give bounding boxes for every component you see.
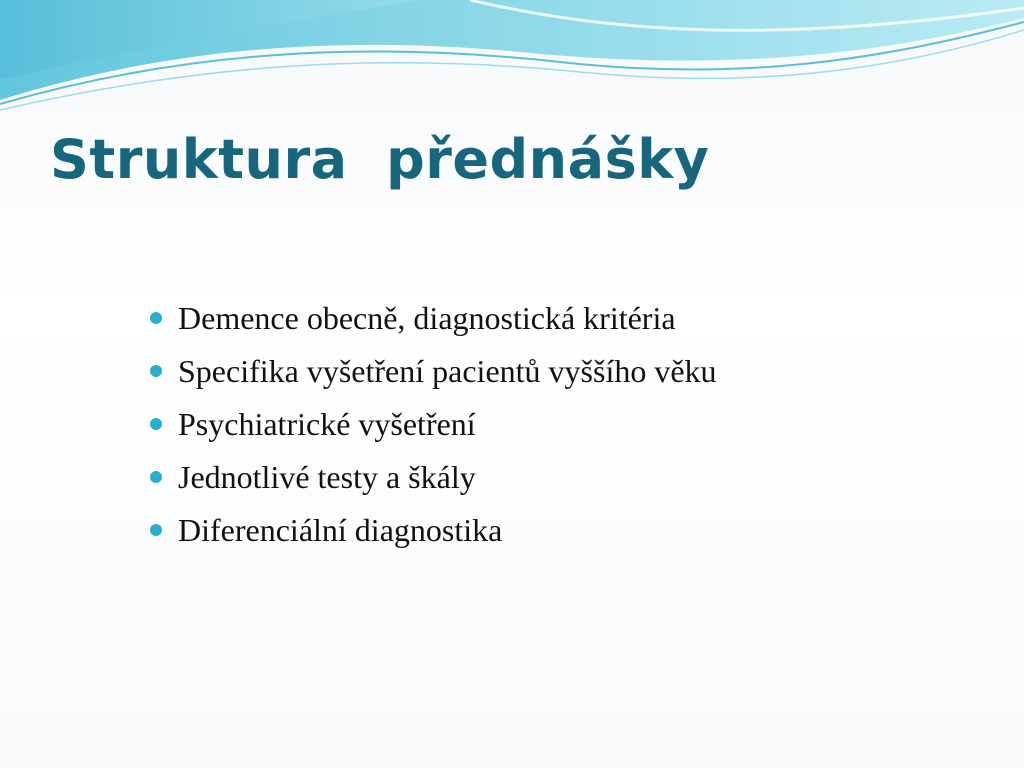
list-item: [150, 398, 717, 451]
bullet-text: Psychiatrické vyšetření: [178, 406, 476, 442]
bullet-list: [150, 292, 717, 557]
list-item: [150, 292, 717, 345]
header-wave-decoration: [0, 0, 1024, 120]
bullet-text: Jednotlivé testy a škály: [178, 459, 476, 495]
slide-title: Struktura přednášky: [50, 128, 710, 191]
bullet-icon: [150, 312, 162, 324]
bullet-icon: [150, 524, 162, 536]
bullet-text: Demence obecně, diagnostická kritéria: [178, 300, 676, 336]
bullet-text: Diferenciální diagnostika: [178, 512, 503, 548]
bullet-icon: [150, 471, 162, 483]
list-item: [150, 504, 717, 557]
bullet-icon: [150, 418, 162, 430]
bullet-text: Specifika vyšetření pacientů vyššího věku: [178, 353, 717, 389]
bullet-icon: [150, 365, 162, 377]
list-item: [150, 345, 717, 398]
list-item: [150, 451, 717, 504]
